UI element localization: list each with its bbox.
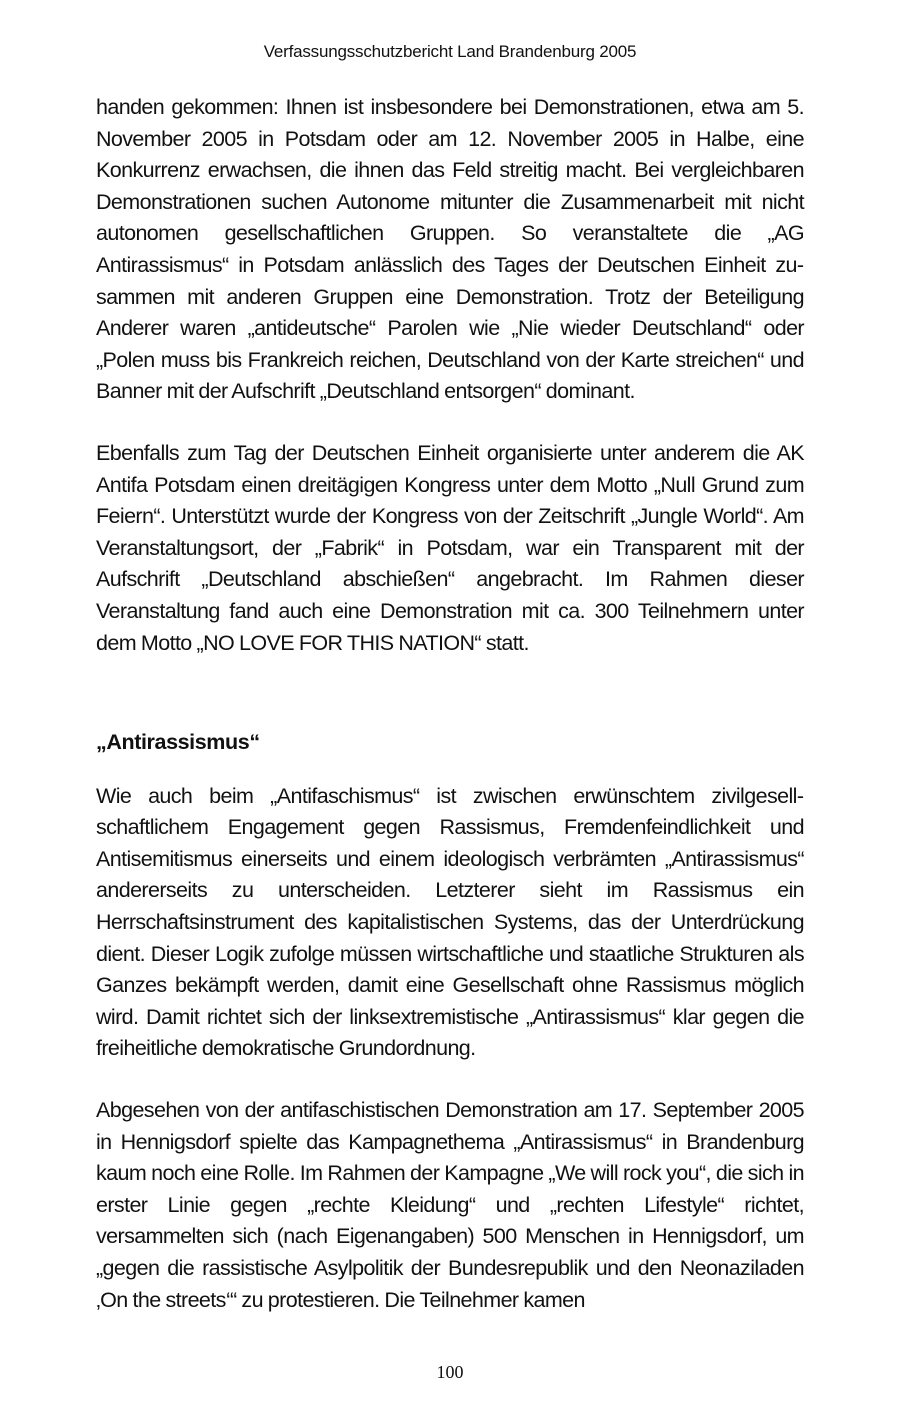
- paragraph-2: Ebenfalls zum Tag der Deutschen Einheit organisierte unter anderem die AK Antifa Potsdam einen dreitägigen Kongress unter dem Motto „Null Grund zum Feiern“. Unterstützt wurde der Kongress von der Zeitschrift „Jungle World“. Am Veranstaltungsort, der „Fabrik“ in Potsdam, war ein Transparent mit der Aufschrift „Deutschland abschießen“ angebracht. Im Rahmen dieser Veranstaltung fand auch eine Demonstration mit ca. 300 Teilnehmern unter dem Motto „NO LOVE FOR THIS NATION“ statt.: [96, 440, 804, 655]
- page-body: [96, 92, 804, 1316]
- section-heading-antirassismus: „Antirassismus“: [96, 730, 260, 755]
- paragraph-1: handen gekommen: Ihnen ist insbesondere bei Demonstrationen, etwa am 5. November 2005 in Potsdam oder am 12. November 2005 in Halbe, eine Konkurrenz erwachsen, die ihnen das Feld streitig macht. Bei vergleichbaren Demonstrationen suchen Autonome mitunter die Zusammenarbeit mit nicht autonomen gesellschaftlichen Gruppen. So veranstaltete die „AG Antirassismus“ in Potsdam anlässlich des Tages der Deutschen Einheit zusammen mit anderen Gruppen eine Demonstration. Trotz der Beteiligung Anderer waren „antideutsche“ Parolen wie „Nie wieder Deutschland“ oder „Polen muss bis Frankreich reichen, Deutschland von der Karte streichen“ und Banner mit der Aufschrift „Deutschland entsorgen“ dominant.: [96, 95, 804, 404]
- paragraph-4: Abgesehen von der antifaschistischen Demonstration am 17. September 2005 in Hennigsdorf spielte das Kampagnethema „Antirassismus“ in Brandenburg kaum noch eine Rolle. Im Rahmen der Kampagne „We will rock you“, die sich in erster Linie gegen „rechte Kleidung“ und „rechten Lifestyle“ richtet, versammelten sich (nach Eigenangaben) 500 Menschen in Hennigsdorf, um „gegen die rassistische Asylpolitik der Bundesrepublik und den Neonaziladen ‚On the streets‘“ zu protestieren. Die Teilnehmer kamen: [96, 1098, 804, 1312]
- paragraph-3: Wie auch beim „Antifaschismus“ ist zwischen erwünschtem zivilgesellschaftlichem Engagement gegen Rassismus, Fremdenfeindlichkeit und Antisemitismus einerseits und einem ideologisch verbrämten „Antirassismus“ andererseits zu unterscheiden. Letzterer sieht im Rassismus ein Herrschaftsinstrument des kapitalistischen Systems, das der Unterdrückung dient. Dieser Logik zufolge müssen wirtschaftliche und staatliche Strukturen als Ganzes bekämpft werden, damit eine Gesellschaft ohne Rassismus möglich wird. Damit richtet sich der linksextremistische „Antirassismus“ klar gegen die freiheitliche demokratische Grundordnung.: [96, 783, 804, 1061]
- page-number: 100: [436, 1362, 464, 1382]
- running-header: Verfassungsschutzbericht Land Brandenburg 2005: [263, 42, 637, 61]
